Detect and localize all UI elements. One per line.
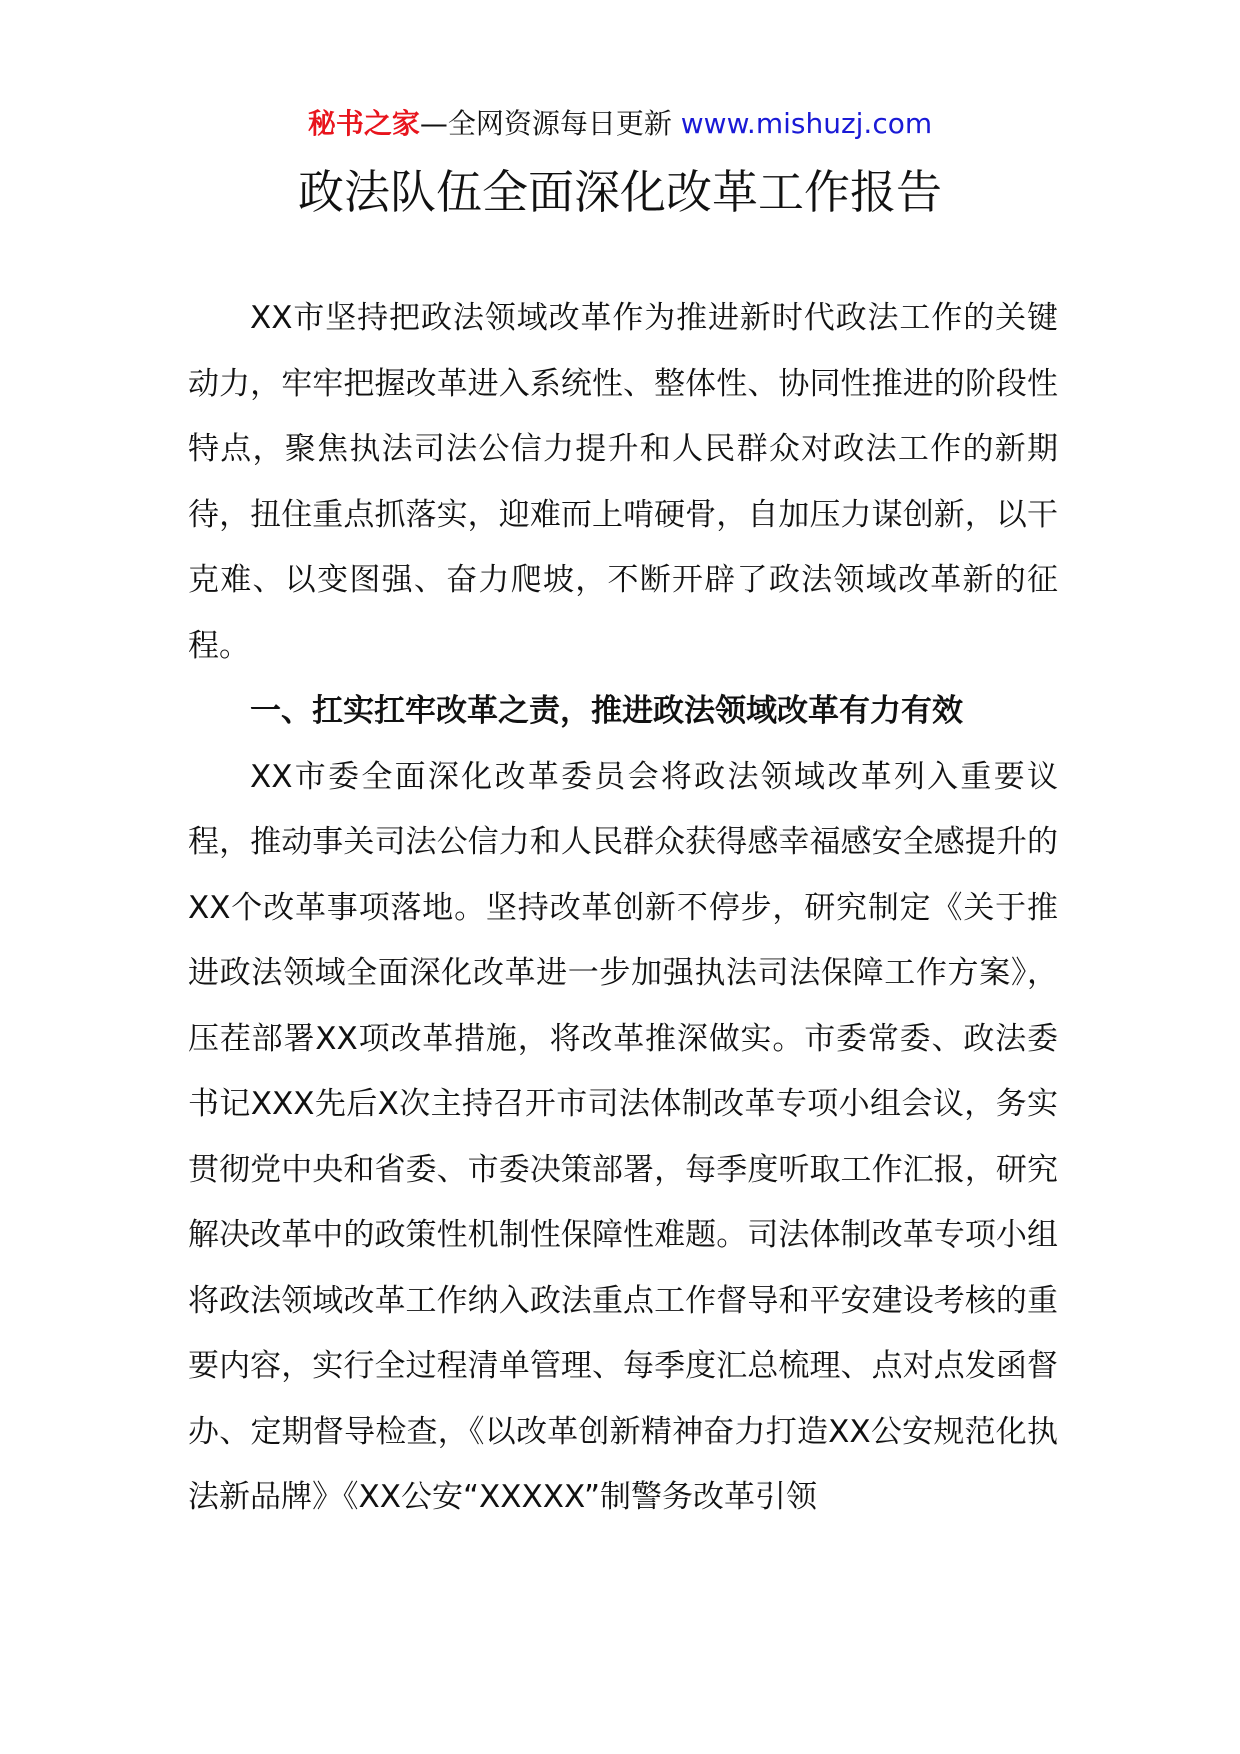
site-brand: 秘书之家 [307, 107, 420, 140]
section-heading-1: 一、扛实扛牢改革之责，推进政法领域改革有力有效 [250, 693, 963, 729]
document-title: 政法队伍全面深化改革工作报告 [298, 165, 942, 219]
paragraph-section-1: XX市委全面深化改革委员会将政法领域改革列入重要议程，推动事关司法公信力和人民群众获得感幸福感安全感提升的XX个改革事项落地。坚持改革创新不停步，研究制定《关于推进政法领域全面深化改革进一步加强执法司法保障工作方案》，压茬部署XX项改革措施，将改革推深做实。市委常委、政法委书记XXX先后X次主持召开市司法体制改革专项小组会议，务实贯彻党中央和省委、市委决策部署，每季度听取工作汇报，研究解决改革中的政策性机制性保障性难题。司法体制改革专项小组将政法领域改革工作纳入政法重点工作督导和平安建设考核的重要内容，实行全过程清单管理、每季度汇总梳理、点对点发函督办、定期督导检查，《以改革创新精神奋力打造XX公安规范化执法新品牌》《XX公安“XXXXX”制警务改革引领 [188, 758, 1058, 1515]
site-tagline: —全网资源每日更新 [419, 107, 681, 140]
document-body [188, 286, 1058, 1531]
site-url-link[interactable]: www.mishuzj.com [680, 107, 933, 140]
site-header [0, 104, 1240, 144]
paragraph-intro: XX市坚持把政法领域改革作为推进新时代政法工作的关键动力，牢牢把握改革进入系统性、整体性、协同性推进的阶段性特点，聚焦执法司法公信力提升和人民群众对政法工作的新期待，扭住重点抓落实，迎难而上啃硬骨，自加压力谋创新，以干克难、以变图强、奋力爬坡，不断开辟了政法领域改革新的征程。 [188, 300, 1058, 664]
